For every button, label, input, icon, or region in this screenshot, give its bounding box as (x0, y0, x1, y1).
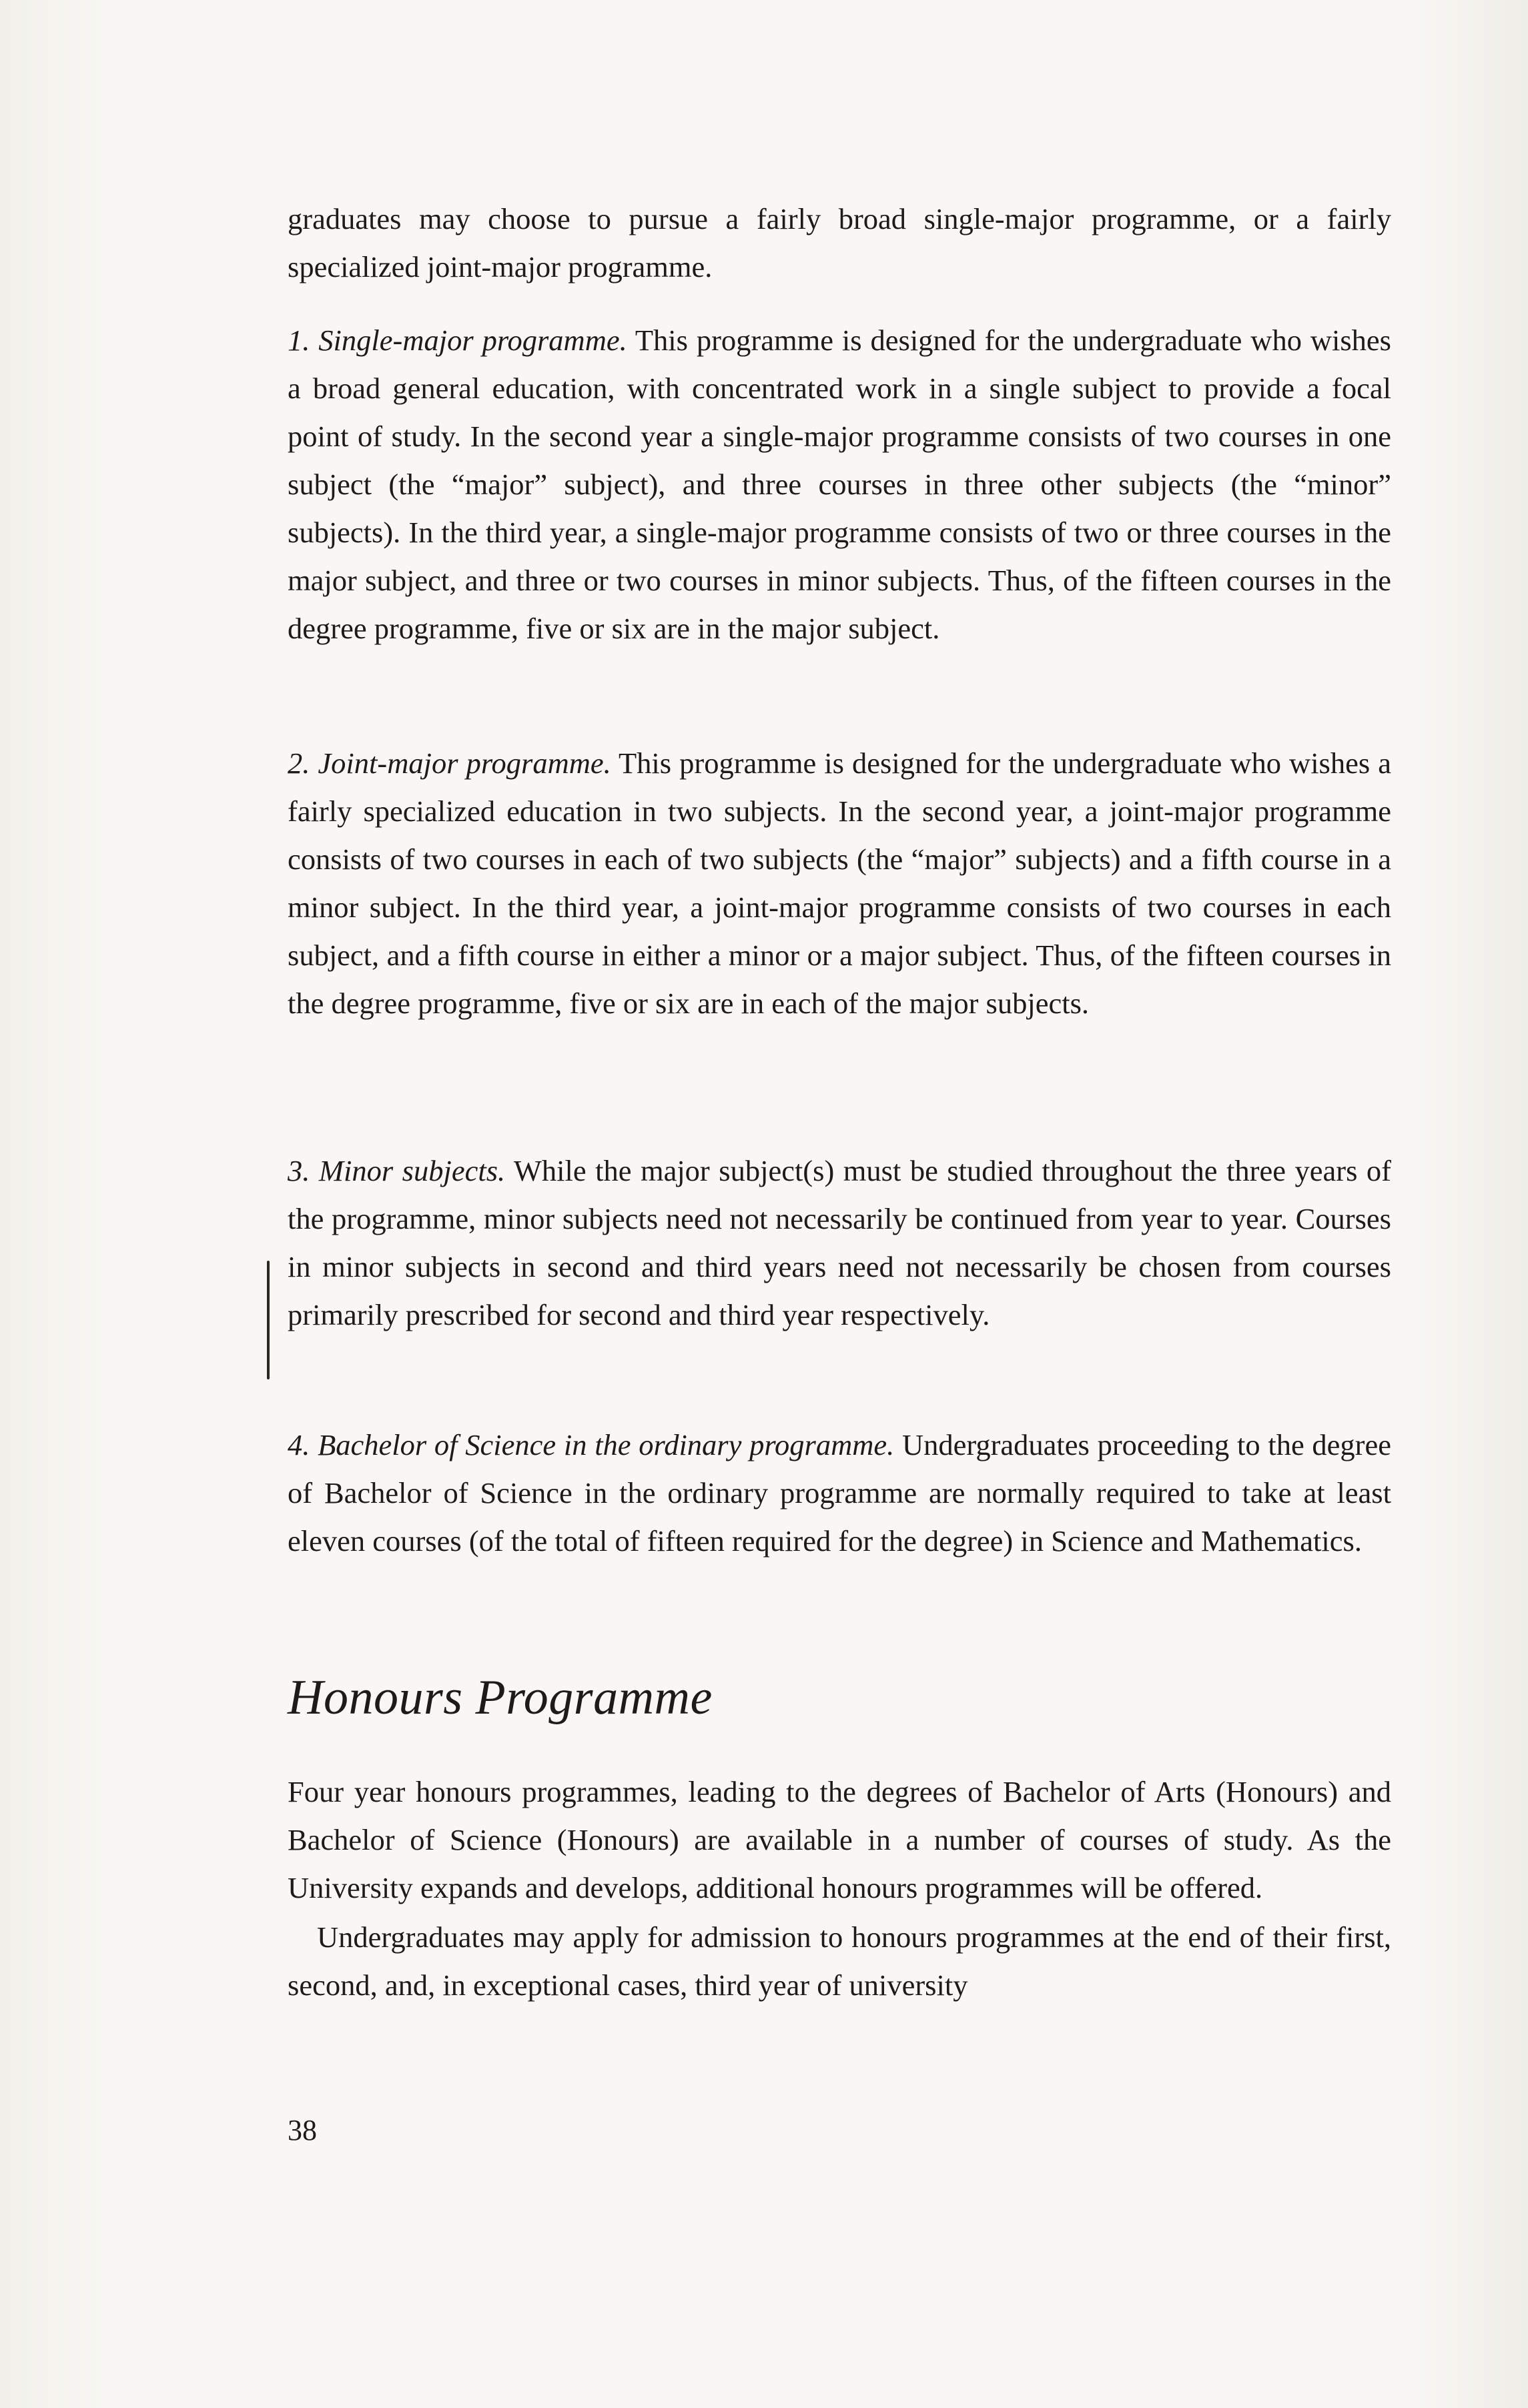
minor-subjects-heading: 3. Minor subjects. (288, 1154, 506, 1187)
joint-major-heading: 2. Joint-major programme. (288, 746, 611, 780)
margin-mark (267, 1261, 270, 1379)
single-major-block (288, 316, 1391, 652)
honours-paragraph-2: Undergraduates may apply for admission to honours programmes at the end of their first, second, and, in exceptional cases, third year of university (288, 1920, 1391, 2002)
minor-subjects-paragraph (288, 1147, 1391, 1339)
joint-major-block (288, 739, 1391, 1027)
honours-paragraph-2-block (288, 1913, 1391, 2009)
joint-major-text: This programme is designed for the undergraduate who wishes a fairly specialized education in two subjects. In the second year, a joint-major programme consists of two courses in each of two subjects (the “major” subjects) and a fifth course in a minor subject. In the third year, a joint-major programme consists of two courses in each subject, and a fifth course in either a minor or a major subject. Thus, of the fifteen courses in the degree programme, five or six are in each of the major subjects. (288, 746, 1391, 1020)
bachelor-science-text: Undergraduates proceeding to the degree of Bachelor of Science in the ordinary programme are normally required to take at least eleven courses (of the total of fifteen required for the degree) in Science and Mathematics. (288, 1428, 1391, 1558)
bachelor-science-heading: 4. Bachelor of Science in the ordinary programme. (288, 1428, 895, 1461)
bachelor-science-paragraph (288, 1421, 1391, 1565)
minor-subjects-text: While the major subject(s) must be studied throughout the three years of the programme, minor subjects need not necessarily be continued from year to year. Courses in minor subjects in second and third years need not necessarily be chosen from courses primarily prescribed for second and third year respectively. (288, 1154, 1391, 1331)
single-major-paragraph (288, 316, 1391, 652)
minor-subjects-block (288, 1147, 1391, 1339)
page-number: 38 (288, 2114, 317, 2147)
honours-heading: Honours Programme (288, 1670, 713, 1725)
honours-paragraph-1-block (288, 1768, 1391, 1912)
joint-major-paragraph (288, 739, 1391, 1027)
intro-paragraph-block (288, 195, 1391, 291)
single-major-text: This programme is designed for the undergraduate who wishes a broad general education, with concentrated work in a single subject to provide a focal point of study. In the second year a single-major programme consists of two courses in one subject (the “major” subject), and three courses in three other subjects (the “minor” subjects). In the third year, a single-major programme consists of two or three courses in the major subject, and three or two courses in minor subjects. Thus, of the fifteen courses in the degree programme, five or six are in the major subject. (288, 324, 1391, 645)
single-major-heading: 1. Single-major programme. (288, 324, 627, 357)
intro-paragraph: graduates may choose to pursue a fairly broad single-major programme, or a fairly specialized joint-major programme. (288, 202, 1391, 283)
bachelor-science-block (288, 1421, 1391, 1565)
honours-paragraph-1: Four year honours programmes, leading to the degrees of Bachelor of Arts (Honours) and Bachelor of Science (Honours) are available in a number of courses of study. As the University expands and develops, additional honours programmes will be offered. (288, 1775, 1391, 1904)
